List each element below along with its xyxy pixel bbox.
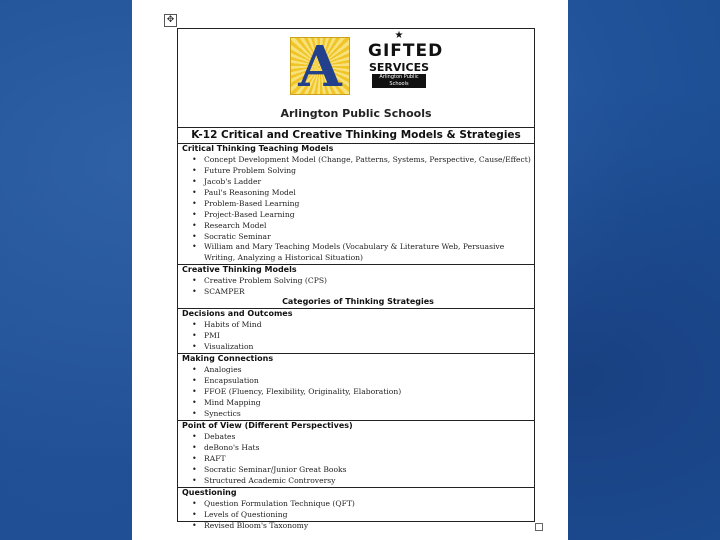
list-item: • Mind Mapping [204, 397, 534, 408]
section-heading: Point of View (Different Perspectives) [182, 421, 353, 430]
section-heading: Questioning [182, 488, 237, 497]
list-item: • Creative Problem Solving (CPS) [204, 275, 534, 286]
section-heading: Creative Thinking Models [182, 265, 297, 274]
section-connections [178, 354, 534, 421]
list-item: • Problem-Based Learning [204, 198, 534, 209]
table-move-handle-icon[interactable]: ✥ [164, 14, 177, 27]
section-point-of-view [178, 421, 534, 488]
section-heading: Critical Thinking Teaching Models [182, 144, 334, 153]
document-page [132, 0, 568, 540]
list-item: • Visualization [204, 341, 534, 352]
list-item: • Paul's Reasoning Model [204, 187, 534, 198]
section-questioning [178, 488, 534, 532]
section-critical-thinking [178, 144, 534, 265]
list-item: • Habits of Mind [204, 319, 534, 330]
header-logos [178, 29, 534, 127]
list-item: • Future Problem Solving [204, 165, 534, 176]
gifted-services-logo: ★ GIFTED SERVICES Arlington Public Schools [368, 30, 444, 87]
section-heading: Decisions and Outcomes [182, 309, 293, 318]
arlington-logo: A [290, 37, 350, 95]
list-item: • Research Model [204, 220, 534, 231]
section-heading: Making Connections [182, 354, 274, 363]
list-item: • Analogies [204, 364, 534, 375]
list-item: • PMI [204, 330, 534, 341]
list-item: • Revised Bloom's Taxonomy [204, 520, 534, 531]
list-item: • Debates [204, 431, 534, 442]
list-item: • Synectics [204, 408, 534, 419]
list-item: • Project-Based Learning [204, 209, 534, 220]
star-icon: ★ [394, 30, 404, 41]
list-item: • William and Mary Teaching Models (Vocabulary & Literature Web, Persuasive Writing, Analyzing a Historical Situation) [204, 242, 534, 263]
list-item: • RAFT [204, 453, 534, 464]
document-table [177, 28, 535, 530]
section-creative-thinking [178, 265, 534, 309]
list-item: • Concept Development Model (Change, Patterns, Systems, Perspective, Cause/Effect) [204, 154, 534, 165]
school-name: Arlington Public Schools [280, 107, 432, 120]
list-item: • Structured Academic Controversy [204, 475, 534, 486]
list-item: • Socratic Seminar [204, 231, 534, 242]
list-item: • SCAMPER [204, 286, 534, 297]
list-item: • Question Formulation Technique (QFT) [204, 498, 534, 509]
list-item: • Levels of Questioning [204, 509, 534, 520]
section-decisions [178, 309, 534, 354]
table-resize-handle-icon[interactable] [535, 523, 543, 531]
list-item: • Socratic Seminar/Junior Great Books [204, 464, 534, 475]
list-item: • deBono's Hats [204, 442, 534, 453]
list-item: • Encapsulation [204, 375, 534, 386]
list-item: • Jacob's Ladder [204, 176, 534, 187]
categories-heading: Categories of Thinking Strategies [282, 297, 434, 306]
list-item: • FFOE (Fluency, Flexibility, Originality, Elaboration) [204, 386, 534, 397]
document-title: K-12 Critical and Creative Thinking Models & Strategies [178, 127, 534, 144]
